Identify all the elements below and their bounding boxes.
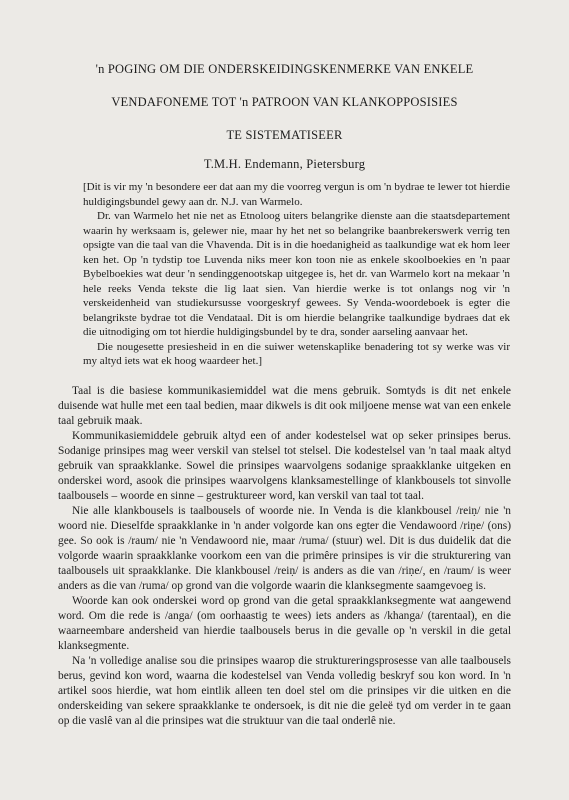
title-line-2: VENDAFONEME TOT 'n PATROON VAN KLANKOPPOSISIES: [111, 95, 458, 109]
body-paragraph: Taal is die basiese kommunikasiemiddel wat die mens gebruik. Somtyds is dit net enkele duisende wat hulle met een taal bedien, maar dikwels is dit ook miljoene mense wat van een enkele taal gebruik maak.: [58, 385, 511, 427]
author: T.M.H. Endemann, Pietersburg: [203, 157, 366, 171]
body-paragraph: Na 'n volledige analise sou die prinsipes waarop die struktureringsprosesse van alle taalbousels berus, gevind kon word, waarna die kodestelsel van Venda volledig beskryf sou kon word. In 'n artikel soos hierdie, wat hom eintlik alleen ten doel stel om die prinsipes vir die uitken en die onderskeiding van sekere spraakklanke te ondersoek, is dit nie die geleë tyd om verder in te gaan op die vaslê van al die prinsipes wat die struktuur van die taal onderlê nie.: [58, 655, 511, 727]
foreword-paragraph: [Dit is vir my 'n besondere eer dat aan my die voorreg vergun is om 'n bydrae te lewer tot hierdie huldigingsbundel gewy aan dr. N.J. van Warmelo.: [83, 181, 510, 208]
article-body: [58, 384, 511, 729]
foreword-paragraph: Dr. van Warmelo het nie net as Etnoloog uiters belangrike dienste aan die staatsdepartement waarin hy werksaam is, gelewer nie, maar hy het net so belangrike baanbrekerswerk verrig ten opsigte van die taal van die Vhavenda. Dit is in die hoedanigheid as taalkundige wat ek hom leer ken het. Op 'n tydstip toe Luvenda niks meer kon toon nie as enkele skoolboekies en 'n paar Bybelboekies wat deur 'n sendinggenootskap uitgegee is, het dr. van Warmelo kort na mekaar 'n hele reeks Venda tekste die lig laat sien. Van hierdie werke is tot onlangs nog vir 'n verskeidenheid van studiekursusse voorgeskryf gewees. Sy Venda-woordeboek is egter die belangrikste bydrae tot die Vendataal. Dit is om hierdie belangrike taalkundige bydraes dat ek die uitnodiging om tot hierdie huldigingsbundel by te dra, sonder aarseling aanvaar het.: [83, 210, 510, 338]
body-paragraph: Kommunikasiemiddele gebruik altyd een of ander kodestelsel wat op seker prinsipes berus. Sodanige prinsipes mag weer verskil van stelsel tot stelsel. Die kodestelsel van 'n taal maak altyd gebruik van spraakklanke. Sowel die prinsipes waarvolgens sodanige spraakklanke uitgeken en onderskei word, asook die prinsipes waarvolgens klanksamestellinge of klankbousels tot sinvolle taalbousels – woorde en sinne – gestruktureer word, kan verskil van taal tot taal.: [58, 430, 511, 502]
foreword: [83, 180, 510, 369]
title-line-3: TE SISTEMATISEER: [226, 128, 343, 142]
foreword-paragraph: Die nougesette presiesheid in en die suiwer wetenskaplike benadering tot sy werke was vir my altyd iets wat ek hoog waardeer het.]: [83, 340, 510, 367]
body-paragraph: Nie alle klankbousels is taalbousels of woorde nie. In Venda is die klankbousel /reiṇ/ nie 'n woord nie. Dieselfde spraakklanke in 'n ander volgorde kan ons egter die Vendawoord /riṇe/ (ons) gee. So ook is /raum/ nie 'n Vendawoord nie, maar /ruma/ (stuur) wel. Dit is dus duidelik dat die volgorde waarin spraakklanke voorkom een van die primêre prinsipes is vir die strukturering van taalbousels uit spraakklanke. Die klankbousel /reiṇ/ is anders as die van /riṇe/, en /raum/ is weer anders as die van /ruma/ op grond van die volgorde waarin die klanksegmente saamgevoeg is.: [58, 505, 511, 592]
title-line-1: 'n POGING OM DIE ONDERSKEIDINGSKENMERKE VAN ENKELE: [95, 62, 474, 76]
body-paragraph: Woorde kan ook onderskei word op grond van die getal spraakklanksegmente wat aangewend word. Om die rede is /anga/ (om oorhaastig te wees) iets anders as /khanga/ (tarentaal), en die waarneembare andersheid van hierdie taalbousels berus in die gevalle op 'n verskil in die getal klanksegmente.: [58, 595, 511, 652]
